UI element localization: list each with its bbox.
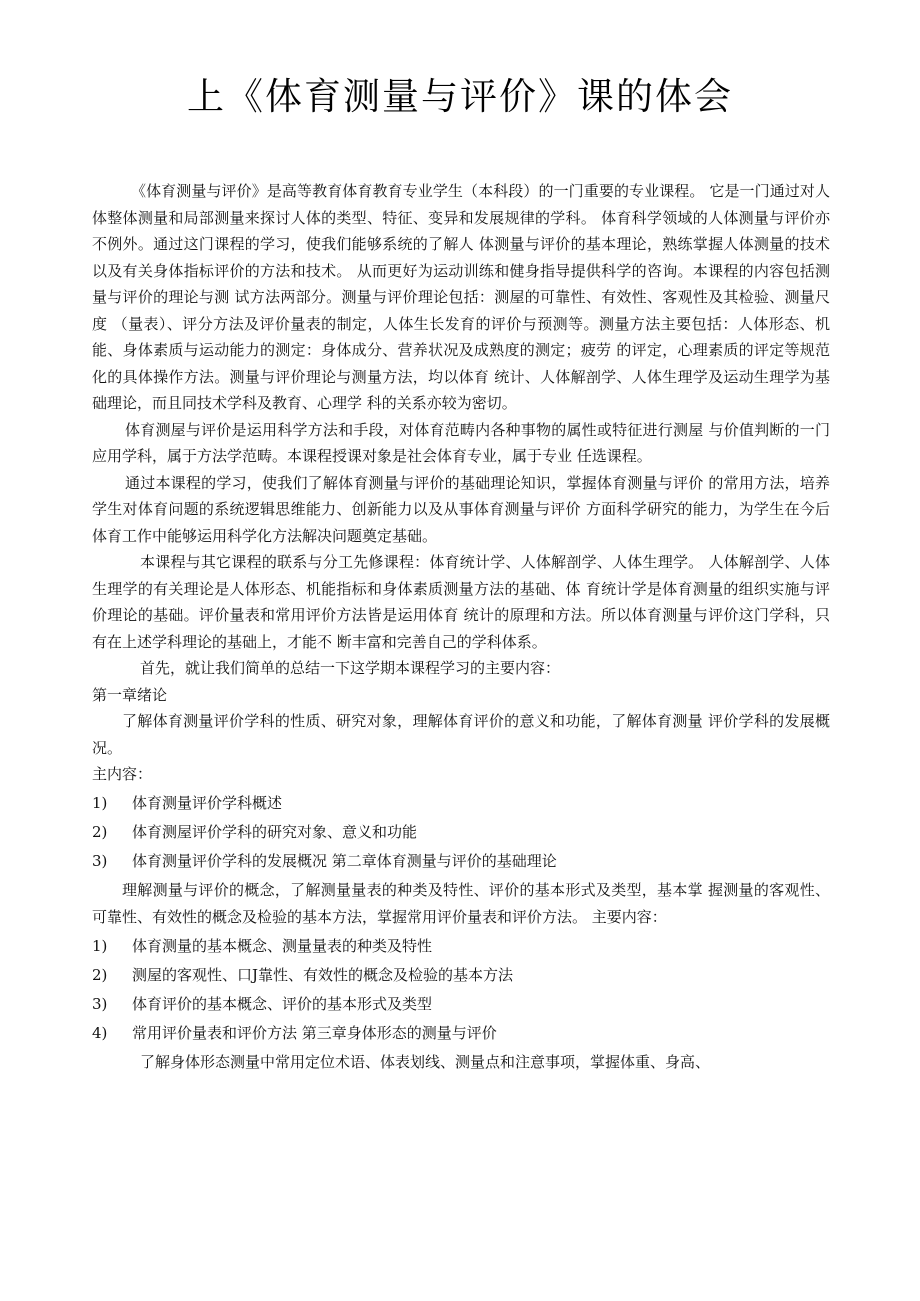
list-item-number: 4): [92, 1023, 108, 1042]
list-item-number: 3): [92, 852, 108, 870]
paragraph-summary-lead: 首先，就让我们简单的总结一下这学期本课程学习的主要内容：: [140, 659, 561, 677]
list-item: [92, 962, 830, 989]
list-item-text: 体育评价的基本概念、评价的基本形式及类型: [132, 994, 433, 1013]
list-item: [92, 790, 830, 817]
page-title: 上《体育测量与评价》课的体会: [187, 75, 733, 118]
chapter-1-description: 了解体育测量评价学科的性质、研究对象，理解体育评价的意义和功能，了解体育测量 评价学科的发展概况。: [92, 712, 830, 757]
list-item-text: 体育测量评价学科概述: [132, 794, 283, 812]
list-item: [92, 991, 830, 1018]
list-item-text: 常用评价量表和评价方法 第三章身体形态的测量与评价: [132, 1023, 497, 1042]
paragraph-intro: 《体育测量与评价》是高等教育体育教育专业学生（本科段）的一门重要的专业课程。 它是一门通过对人体整体测量和局部测量来探讨人体的类型、特征、变异和发展规律的学科。 体育科学领域的人体测量与评价亦不例外。通过这门课程的学习，使我们能够系统的了解人 体测量与评价的基本理论，熟练掌握人体测量的技术以及有关身体指标评价的方法和技术。 从而更好为运动训练和健身指导提供科学的咨询。本课程的内容包括测量与评价的理论与测 试方法两部分。测量与评价理论包括：测屋的可靠性、有效性、客观性及其检验、测量尺度 （量表）、评分方法及评价量表的制定，人体生长发育的评价与预测等。测量方法主要包括：人体形态、机能、身体素质与运动能力的测定：身体成分、营养状况及成熟度的测定；疲劳 的评定，心理素质的评定等规范化的具体操作方法。测量与评价理论与测量方法，均以体育 统计、人体解剖学、人体生理学及运动生理学为基础理论，而且同技术学科及教育、心理学 科的关系亦较为密切。: [92, 182, 830, 412]
list-item: [92, 819, 830, 846]
chapter-3-description: 了解身体形态测量中常用定位术语、体表划线、测量点和注意事项，掌握体重、身高、: [140, 1052, 711, 1071]
list-item-number: 1): [92, 794, 108, 812]
paragraph-relations: 本课程与其它课程的联系与分工先修课程：体育统计学、人体解剖学、人体生理学。 人体解剖学、人体生理学的有关理论是人体形态、机能指标和身体素质测量方法的基础、体 育统计学是体育测量的组织实施与评价理论的基础。评价量表和常用评价方法皆是运用体育 统计的原理和方法。所以体育测量与评价这门学科，只有在上述学科理论的基础上，才能不 断丰富和完善自己的学科体系。: [92, 553, 830, 651]
list-item-text: 体育测屋评价学科的研究对象、意义和功能: [132, 823, 418, 841]
paragraph-goals: 通过本课程的学习，使我们了解体育测量与评价的基础理论知识，掌握体育测量与评价 的常用方法，培养学生对体育问题的系统逻辑思维能力、创新能力以及从事体育测量与评价 方面科学研究的能力，为学生在今后体育工作中能够运用科学化方法解决问题奠定基础。: [92, 473, 830, 545]
list-item-number: 2): [92, 823, 108, 841]
list-item-number: 2): [92, 965, 108, 984]
paragraph-definition: 体育测屋与评价是运用科学方法和手段，对体育范畴内各种事物的属性或特征进行测屋 与价值判断的一门应用学科，属于方法学范畴。本课程授课对象是社会体育专业，属于专业 任选课程。: [92, 420, 830, 465]
chapter-1-heading: 第一章绪论: [92, 685, 168, 704]
list-item-number: 3): [92, 994, 108, 1013]
list-item-number: 1): [92, 936, 108, 955]
chapter-2-description: 理解测量与评价的概念，了解测量量表的种类及特性、评价的基本形式及类型，基本掌 握测量的客观性、可靠性、有效性的概念及检验的基本方法，掌握常用评价量表和评价方法。 主要内容：: [92, 881, 830, 926]
list-item: [92, 1020, 830, 1047]
list-item-text: 测屋的客观性、口J靠性、有效性的概念及检验的基本方法: [132, 965, 514, 984]
chapter-1-main-label: 主内容：: [92, 765, 153, 783]
list-item: [92, 848, 830, 875]
document-body: [92, 178, 830, 1075]
list-item-text: 体育测量评价学科的发展概况 第二章体育测量与评价的基础理论: [132, 852, 557, 870]
list-item-text: 体育测量的基本概念、测量量表的种类及特性: [132, 936, 433, 955]
list-item: [92, 933, 830, 960]
